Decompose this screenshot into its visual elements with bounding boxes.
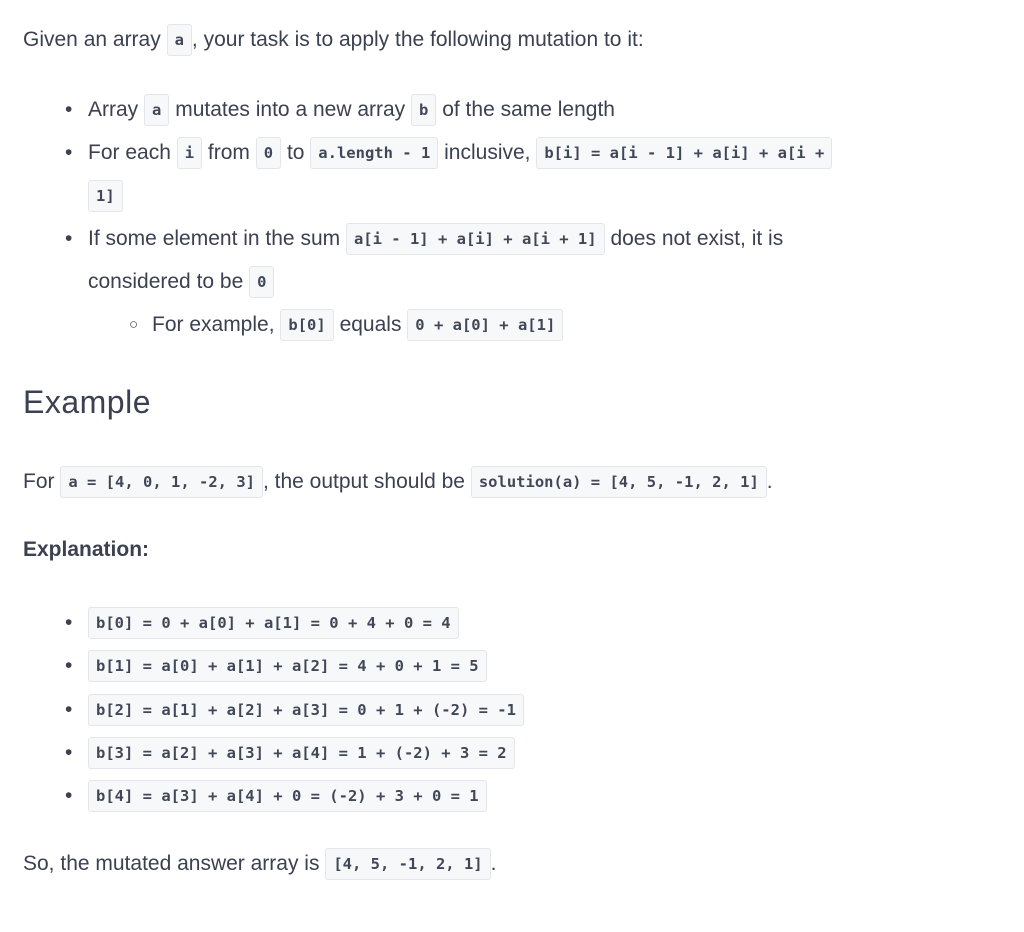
code-a: a — [144, 94, 169, 126]
rule-subitem-example — [23, 303, 832, 346]
rule-text: For each — [88, 141, 171, 164]
code-formula: b[i] = a[i - 1] + a[i] + a[i + — [536, 137, 832, 169]
conclusion-line — [23, 842, 496, 885]
explanation-label: Explanation: — [23, 538, 150, 561]
code-b0: b[0] — [280, 309, 333, 341]
example-text: , the output should be — [262, 470, 465, 493]
example-text: For — [23, 470, 55, 493]
rule-text: considered to be — [88, 270, 244, 293]
mutation-rules-list — [23, 88, 832, 346]
rule-text: inclusive, — [444, 141, 531, 164]
conclusion-text: . — [490, 852, 497, 875]
explanation-item — [23, 731, 515, 774]
explanation-code: b[1] = a[0] + a[1] + a[2] = 4 + 0 + 1 = 5 — [88, 650, 487, 682]
rule-text: equals — [339, 313, 402, 336]
rule-text: to — [286, 141, 305, 164]
explanation-item — [23, 644, 487, 687]
example-heading: Example — [23, 384, 151, 420]
code-i: i — [177, 137, 202, 169]
intro-line — [23, 18, 644, 61]
code-zero: 0 — [249, 266, 274, 298]
example-text: . — [766, 470, 773, 493]
conclusion-text: So, the mutated answer array is — [23, 852, 320, 875]
array-a-code: a — [167, 24, 192, 56]
explanation-item — [23, 601, 459, 644]
rule-item-3 — [23, 217, 832, 303]
example-input-code: a = [4, 0, 1, -2, 3] — [60, 466, 263, 498]
code-a-length: a.length - 1 — [310, 137, 438, 169]
example-line — [23, 460, 773, 503]
rule-text: If some element in the sum — [88, 227, 341, 250]
code-sum: a[i - 1] + a[i] + a[i + 1] — [346, 223, 605, 255]
explanation-item — [23, 774, 487, 817]
rule-text: of the same length — [442, 98, 615, 121]
explanation-code: b[0] = 0 + a[0] + a[1] = 0 + 4 + 0 = 4 — [88, 607, 459, 639]
intro-text-2: , your task is to apply the following mutation to it: — [191, 28, 644, 51]
example-output-code: solution(a) = [4, 5, -1, 2, 1] — [471, 466, 767, 498]
rule-item-2 — [23, 131, 832, 217]
rule-text: For example, — [152, 313, 275, 336]
intro-text: Given an array — [23, 28, 161, 51]
explanation-code: b[2] = a[1] + a[2] + a[3] = 0 + 1 + (-2) = -1 — [88, 694, 524, 726]
explanation-item — [23, 688, 524, 731]
answer-array-code: [4, 5, -1, 2, 1] — [325, 848, 490, 880]
explanation-code: b[3] = a[2] + a[3] + a[4] = 1 + (-2) + 3 = 2 — [88, 737, 515, 769]
code-b: b — [411, 94, 436, 126]
rule-text: Array — [88, 98, 139, 121]
rule-text: from — [207, 141, 250, 164]
explanation-code: b[4] = a[3] + a[4] + 0 = (-2) + 3 + 0 = 1 — [88, 780, 487, 812]
code-zero: 0 — [256, 137, 281, 169]
code-formula-cont: 1] — [88, 180, 123, 212]
rule-text: mutates into a new array — [175, 98, 406, 121]
rule-text: does not exist, it is — [610, 227, 784, 250]
rule-item-1 — [23, 88, 832, 131]
code-b0-formula: 0 + a[0] + a[1] — [407, 309, 563, 341]
